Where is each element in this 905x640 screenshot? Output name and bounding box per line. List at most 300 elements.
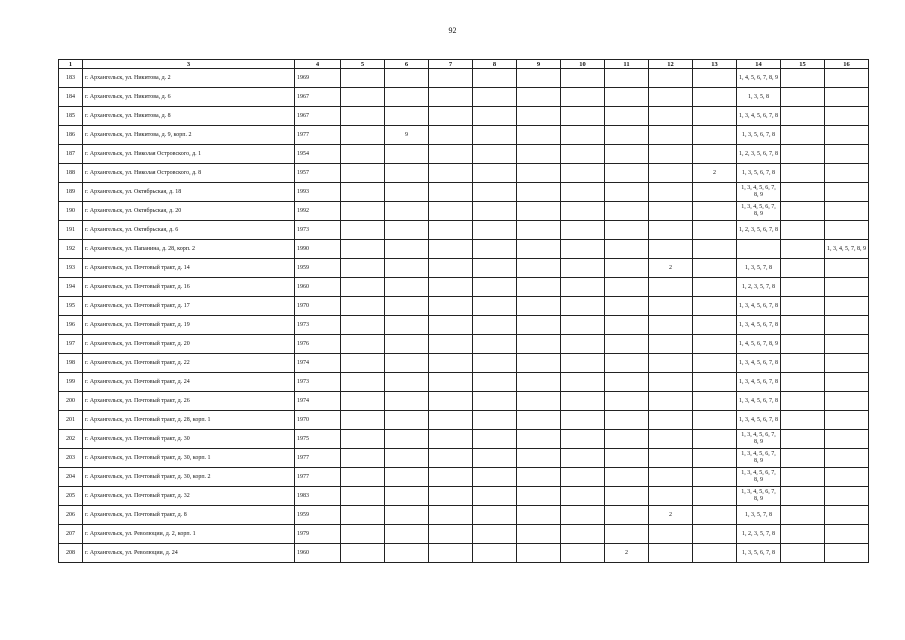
table-cell xyxy=(429,259,473,278)
row-number-cell: 198 xyxy=(59,354,83,373)
table-cell xyxy=(693,335,737,354)
table-cell xyxy=(341,202,385,221)
table-cell xyxy=(517,392,561,411)
table-cell xyxy=(649,354,693,373)
table-cell xyxy=(825,316,869,335)
table-cell: 1, 3, 4, 5, 6, 7, 8, 9 xyxy=(737,202,781,221)
table-row xyxy=(59,88,869,107)
table-cell xyxy=(781,145,825,164)
table-cell xyxy=(429,278,473,297)
table-cell xyxy=(473,449,517,468)
year-cell: 1979 xyxy=(295,525,341,544)
year-cell: 1960 xyxy=(295,544,341,563)
table-cell xyxy=(649,69,693,88)
table-cell xyxy=(517,145,561,164)
address-cell: г. Архангельск, ул. Николая Островского, д. 1 xyxy=(83,145,295,164)
table-cell xyxy=(605,69,649,88)
table-cell xyxy=(605,202,649,221)
table-cell xyxy=(693,544,737,563)
year-cell: 1974 xyxy=(295,354,341,373)
table-cell xyxy=(429,373,473,392)
table-cell xyxy=(473,240,517,259)
row-number-cell: 203 xyxy=(59,449,83,468)
table-cell xyxy=(473,354,517,373)
row-number-cell: 190 xyxy=(59,202,83,221)
table-cell xyxy=(649,240,693,259)
table-cell xyxy=(561,468,605,487)
address-cell: г. Архангельск, ул. Октябрьская, д. 20 xyxy=(83,202,295,221)
table-cell xyxy=(341,126,385,145)
table-cell xyxy=(429,69,473,88)
row-number-cell: 204 xyxy=(59,468,83,487)
table-cell xyxy=(781,335,825,354)
table-cell xyxy=(693,430,737,449)
year-cell: 1957 xyxy=(295,164,341,183)
table-cell xyxy=(825,107,869,126)
row-number-cell: 197 xyxy=(59,335,83,354)
table-cell xyxy=(561,411,605,430)
table-cell xyxy=(561,145,605,164)
table-row xyxy=(59,506,869,525)
table-cell xyxy=(693,468,737,487)
address-cell: г. Архангельск, ул. Никитова, д. 6 xyxy=(83,88,295,107)
year-cell: 1977 xyxy=(295,468,341,487)
table-cell xyxy=(693,297,737,316)
table-cell xyxy=(781,392,825,411)
address-cell: г. Архангельск, ул. Революции, д. 24 xyxy=(83,544,295,563)
table-cell xyxy=(473,544,517,563)
table-cell xyxy=(473,430,517,449)
table-cell xyxy=(649,126,693,145)
year-cell: 1954 xyxy=(295,145,341,164)
table-cell xyxy=(561,392,605,411)
row-number-cell: 202 xyxy=(59,430,83,449)
table-cell xyxy=(385,449,429,468)
table-cell xyxy=(517,221,561,240)
table-cell: 1, 3, 5, 6, 7, 8 xyxy=(737,126,781,145)
table-cell xyxy=(517,88,561,107)
table-row xyxy=(59,259,869,278)
table-cell xyxy=(517,240,561,259)
address-cell: г. Архангельск, ул. Почтовый тракт, д. 22 xyxy=(83,354,295,373)
year-cell: 1973 xyxy=(295,373,341,392)
table-cell: 1, 3, 4, 5, 6, 7, 8 xyxy=(737,297,781,316)
table-cell xyxy=(825,297,869,316)
year-cell: 1959 xyxy=(295,259,341,278)
table-cell xyxy=(825,88,869,107)
table-cell xyxy=(825,506,869,525)
table-cell xyxy=(429,506,473,525)
table-cell xyxy=(341,525,385,544)
table-row xyxy=(59,240,869,259)
column-header: 11 xyxy=(605,60,649,69)
table-cell xyxy=(517,126,561,145)
table-cell xyxy=(605,468,649,487)
address-cell: г. Архангельск, ул. Почтовый тракт, д. 20 xyxy=(83,335,295,354)
table-cell xyxy=(825,544,869,563)
year-cell: 1960 xyxy=(295,278,341,297)
table-cell xyxy=(517,316,561,335)
column-header: 15 xyxy=(781,60,825,69)
table-cell xyxy=(605,240,649,259)
table-cell xyxy=(429,525,473,544)
table-cell xyxy=(561,354,605,373)
table-cell xyxy=(385,88,429,107)
row-number-cell: 200 xyxy=(59,392,83,411)
table-cell xyxy=(473,107,517,126)
year-cell: 1977 xyxy=(295,449,341,468)
table-cell xyxy=(385,525,429,544)
table-cell xyxy=(385,392,429,411)
table-cell xyxy=(693,183,737,202)
table-cell xyxy=(693,202,737,221)
table-cell xyxy=(561,316,605,335)
address-cell: г. Архангельск, ул. Октябрьская, д. 6 xyxy=(83,221,295,240)
table-cell xyxy=(781,221,825,240)
table-cell xyxy=(781,544,825,563)
table-cell xyxy=(605,183,649,202)
table-row xyxy=(59,487,869,506)
table-row xyxy=(59,430,869,449)
table-cell xyxy=(561,506,605,525)
table-cell xyxy=(649,430,693,449)
table-cell: 2 xyxy=(649,506,693,525)
column-header: 1 xyxy=(59,60,83,69)
table-cell xyxy=(825,278,869,297)
table-cell xyxy=(561,487,605,506)
year-cell: 1983 xyxy=(295,487,341,506)
table-cell xyxy=(517,373,561,392)
address-cell: г. Архангельск, ул. Октябрьская, д. 18 xyxy=(83,183,295,202)
table-cell xyxy=(605,506,649,525)
table-cell xyxy=(385,202,429,221)
table-cell xyxy=(341,69,385,88)
table-cell xyxy=(605,221,649,240)
table-cell xyxy=(429,240,473,259)
table-cell xyxy=(473,525,517,544)
table-cell xyxy=(429,354,473,373)
table-cell xyxy=(781,506,825,525)
year-cell: 1974 xyxy=(295,392,341,411)
table-cell: 1, 4, 5, 6, 7, 8, 9 xyxy=(737,69,781,88)
table-cell xyxy=(561,525,605,544)
table-cell xyxy=(385,354,429,373)
table-cell: 1, 3, 4, 5, 7, 8, 9 xyxy=(825,240,869,259)
table-cell xyxy=(781,126,825,145)
table-cell xyxy=(429,544,473,563)
table-cell xyxy=(341,164,385,183)
table-cell xyxy=(825,449,869,468)
table-row xyxy=(59,354,869,373)
table-cell xyxy=(605,88,649,107)
table-cell xyxy=(517,544,561,563)
table-cell xyxy=(825,126,869,145)
year-cell: 1992 xyxy=(295,202,341,221)
table-cell xyxy=(781,468,825,487)
row-number-cell: 199 xyxy=(59,373,83,392)
table-cell xyxy=(473,259,517,278)
row-number-cell: 183 xyxy=(59,69,83,88)
table-cell: 9 xyxy=(385,126,429,145)
table-cell xyxy=(561,107,605,126)
table-cell xyxy=(693,278,737,297)
table-cell xyxy=(825,392,869,411)
table-cell: 1, 3, 4, 5, 6, 7, 8 xyxy=(737,411,781,430)
table-cell xyxy=(473,202,517,221)
table-cell xyxy=(825,430,869,449)
row-number-cell: 187 xyxy=(59,145,83,164)
table-cell xyxy=(473,373,517,392)
year-cell: 1973 xyxy=(295,221,341,240)
address-cell: г. Архангельск, ул. Почтовый тракт, д. 24 xyxy=(83,373,295,392)
table-cell xyxy=(649,487,693,506)
table-cell: 2 xyxy=(649,259,693,278)
table-cell xyxy=(341,221,385,240)
table-cell xyxy=(605,259,649,278)
row-number-cell: 206 xyxy=(59,506,83,525)
table-cell xyxy=(473,145,517,164)
table-cell xyxy=(825,354,869,373)
table-cell xyxy=(473,411,517,430)
table-cell xyxy=(693,259,737,278)
table-cell xyxy=(385,221,429,240)
table-cell xyxy=(473,392,517,411)
table-cell xyxy=(341,487,385,506)
address-cell: г. Архангельск, ул. Почтовый тракт, д. 19 xyxy=(83,316,295,335)
table-cell xyxy=(429,145,473,164)
table-cell xyxy=(781,373,825,392)
table-cell xyxy=(605,297,649,316)
year-cell: 1970 xyxy=(295,297,341,316)
address-cell: г. Архангельск, ул. Почтовый тракт, д. 30, корп. 2 xyxy=(83,468,295,487)
table-row xyxy=(59,411,869,430)
year-cell: 1967 xyxy=(295,88,341,107)
table-cell xyxy=(561,240,605,259)
table-cell: 1, 3, 4, 5, 6, 7, 8 xyxy=(737,373,781,392)
table-cell xyxy=(649,316,693,335)
table-cell xyxy=(473,297,517,316)
row-number-cell: 186 xyxy=(59,126,83,145)
table-cell xyxy=(429,392,473,411)
table-cell xyxy=(561,183,605,202)
table-cell xyxy=(341,107,385,126)
table-cell xyxy=(473,69,517,88)
table-cell xyxy=(429,126,473,145)
table-cell xyxy=(385,69,429,88)
address-cell: г. Архангельск, ул. Никитова, д. 8 xyxy=(83,107,295,126)
table-cell xyxy=(429,221,473,240)
column-header: 12 xyxy=(649,60,693,69)
table-row xyxy=(59,316,869,335)
table-cell xyxy=(429,411,473,430)
table-row xyxy=(59,449,869,468)
row-number-cell: 184 xyxy=(59,88,83,107)
table-cell xyxy=(649,202,693,221)
table-cell xyxy=(781,297,825,316)
row-number-cell: 192 xyxy=(59,240,83,259)
table-row xyxy=(59,183,869,202)
table-cell xyxy=(781,164,825,183)
table-row xyxy=(59,126,869,145)
row-number-cell: 208 xyxy=(59,544,83,563)
table-cell xyxy=(385,297,429,316)
table-cell xyxy=(605,525,649,544)
table-cell xyxy=(605,487,649,506)
table-cell: 1, 3, 4, 5, 6, 7, 8, 9 xyxy=(737,183,781,202)
table-cell: 1, 4, 5, 6, 7, 8, 9 xyxy=(737,335,781,354)
table-cell: 1, 3, 5, 8 xyxy=(737,88,781,107)
address-cell: г. Архангельск, ул. Почтовый тракт, д. 17 xyxy=(83,297,295,316)
address-cell: г. Архангельск, ул. Почтовый тракт, д. 16 xyxy=(83,278,295,297)
table-cell xyxy=(341,373,385,392)
table-cell xyxy=(649,373,693,392)
row-number-cell: 194 xyxy=(59,278,83,297)
table-cell xyxy=(693,525,737,544)
table-cell xyxy=(341,430,385,449)
table-cell xyxy=(825,145,869,164)
table-cell xyxy=(385,259,429,278)
column-header: 10 xyxy=(561,60,605,69)
address-cell: г. Архангельск, ул. Папанина, д. 28, корп. 2 xyxy=(83,240,295,259)
table-cell xyxy=(517,525,561,544)
table-cell xyxy=(385,506,429,525)
table-cell: 1, 2, 3, 5, 6, 7, 8 xyxy=(737,145,781,164)
table-cell xyxy=(341,544,385,563)
table-cell xyxy=(429,335,473,354)
table-cell xyxy=(517,335,561,354)
table-cell xyxy=(473,221,517,240)
table-cell: 1, 3, 5, 7, 8 xyxy=(737,506,781,525)
table-cell xyxy=(693,88,737,107)
row-number-cell: 185 xyxy=(59,107,83,126)
row-number-cell: 201 xyxy=(59,411,83,430)
table-cell xyxy=(341,449,385,468)
table-cell xyxy=(693,373,737,392)
table-row xyxy=(59,69,869,88)
table-cell xyxy=(561,126,605,145)
address-cell: г. Архангельск, ул. Почтовый тракт, д. 28, корп. 1 xyxy=(83,411,295,430)
table-cell xyxy=(649,411,693,430)
year-cell: 1993 xyxy=(295,183,341,202)
table-cell xyxy=(605,126,649,145)
table-cell xyxy=(473,468,517,487)
table-cell: 1, 3, 4, 5, 6, 7, 8, 9 xyxy=(737,430,781,449)
table-row xyxy=(59,145,869,164)
table-cell xyxy=(781,107,825,126)
table-cell xyxy=(825,183,869,202)
table-cell: 2 xyxy=(693,164,737,183)
table-cell: 1, 3, 4, 5, 6, 7, 8 xyxy=(737,316,781,335)
table-cell: 1, 3, 4, 5, 6, 7, 8, 9 xyxy=(737,468,781,487)
table-cell: 1, 2, 3, 5, 6, 7, 8 xyxy=(737,221,781,240)
table-cell xyxy=(693,107,737,126)
address-cell: г. Архангельск, ул. Николая Островского, д. 8 xyxy=(83,164,295,183)
table-cell xyxy=(825,259,869,278)
table-cell xyxy=(649,221,693,240)
table-cell xyxy=(517,430,561,449)
page-number: 92 xyxy=(448,26,457,35)
row-number-cell: 207 xyxy=(59,525,83,544)
table-cell xyxy=(561,335,605,354)
table-cell xyxy=(649,468,693,487)
table-cell xyxy=(825,411,869,430)
address-cell: г. Архангельск, ул. Никитова, д. 9, корп. 2 xyxy=(83,126,295,145)
table-cell xyxy=(781,240,825,259)
table-cell xyxy=(517,107,561,126)
header-row xyxy=(59,60,869,69)
table-cell xyxy=(561,544,605,563)
table-cell xyxy=(693,354,737,373)
table-cell xyxy=(385,107,429,126)
table-cell xyxy=(693,221,737,240)
table-cell xyxy=(737,240,781,259)
table-cell xyxy=(385,487,429,506)
table-cell xyxy=(693,449,737,468)
table-cell xyxy=(341,297,385,316)
table-cell xyxy=(385,278,429,297)
table-row xyxy=(59,373,869,392)
table-cell xyxy=(429,297,473,316)
table-cell xyxy=(385,164,429,183)
table-cell xyxy=(341,88,385,107)
table-cell xyxy=(693,240,737,259)
table-cell xyxy=(341,183,385,202)
table-row xyxy=(59,221,869,240)
table-cell xyxy=(825,468,869,487)
table-cell xyxy=(517,297,561,316)
table-cell xyxy=(341,335,385,354)
table-cell: 1, 3, 4, 5, 6, 7, 8 xyxy=(737,392,781,411)
address-cell: г. Архангельск, ул. Почтовый тракт, д. 30 xyxy=(83,430,295,449)
table-cell xyxy=(605,392,649,411)
year-cell: 1973 xyxy=(295,316,341,335)
table-cell xyxy=(693,487,737,506)
table-cell xyxy=(473,164,517,183)
table-cell: 1, 3, 4, 5, 6, 7, 8 xyxy=(737,107,781,126)
table-cell xyxy=(473,126,517,145)
table-cell xyxy=(605,278,649,297)
table-cell xyxy=(429,316,473,335)
table-cell xyxy=(561,88,605,107)
table-row xyxy=(59,525,869,544)
table-row xyxy=(59,468,869,487)
table-cell xyxy=(649,164,693,183)
table-cell xyxy=(517,259,561,278)
table-cell xyxy=(693,316,737,335)
table-cell xyxy=(561,69,605,88)
table-cell xyxy=(561,221,605,240)
table-cell xyxy=(605,164,649,183)
address-cell: г. Архангельск, ул. Никитова, д. 2 xyxy=(83,69,295,88)
table-cell xyxy=(473,487,517,506)
table-cell xyxy=(473,316,517,335)
table-cell xyxy=(781,69,825,88)
table-cell xyxy=(605,316,649,335)
row-number-cell: 191 xyxy=(59,221,83,240)
registry-table xyxy=(58,59,869,563)
table-cell xyxy=(781,411,825,430)
table-cell xyxy=(649,107,693,126)
table-cell xyxy=(517,202,561,221)
row-number-cell: 205 xyxy=(59,487,83,506)
table-cell xyxy=(781,259,825,278)
table-cell xyxy=(825,202,869,221)
row-number-cell: 189 xyxy=(59,183,83,202)
year-cell: 1975 xyxy=(295,430,341,449)
table-cell xyxy=(605,107,649,126)
table-cell xyxy=(693,145,737,164)
table-cell xyxy=(429,468,473,487)
